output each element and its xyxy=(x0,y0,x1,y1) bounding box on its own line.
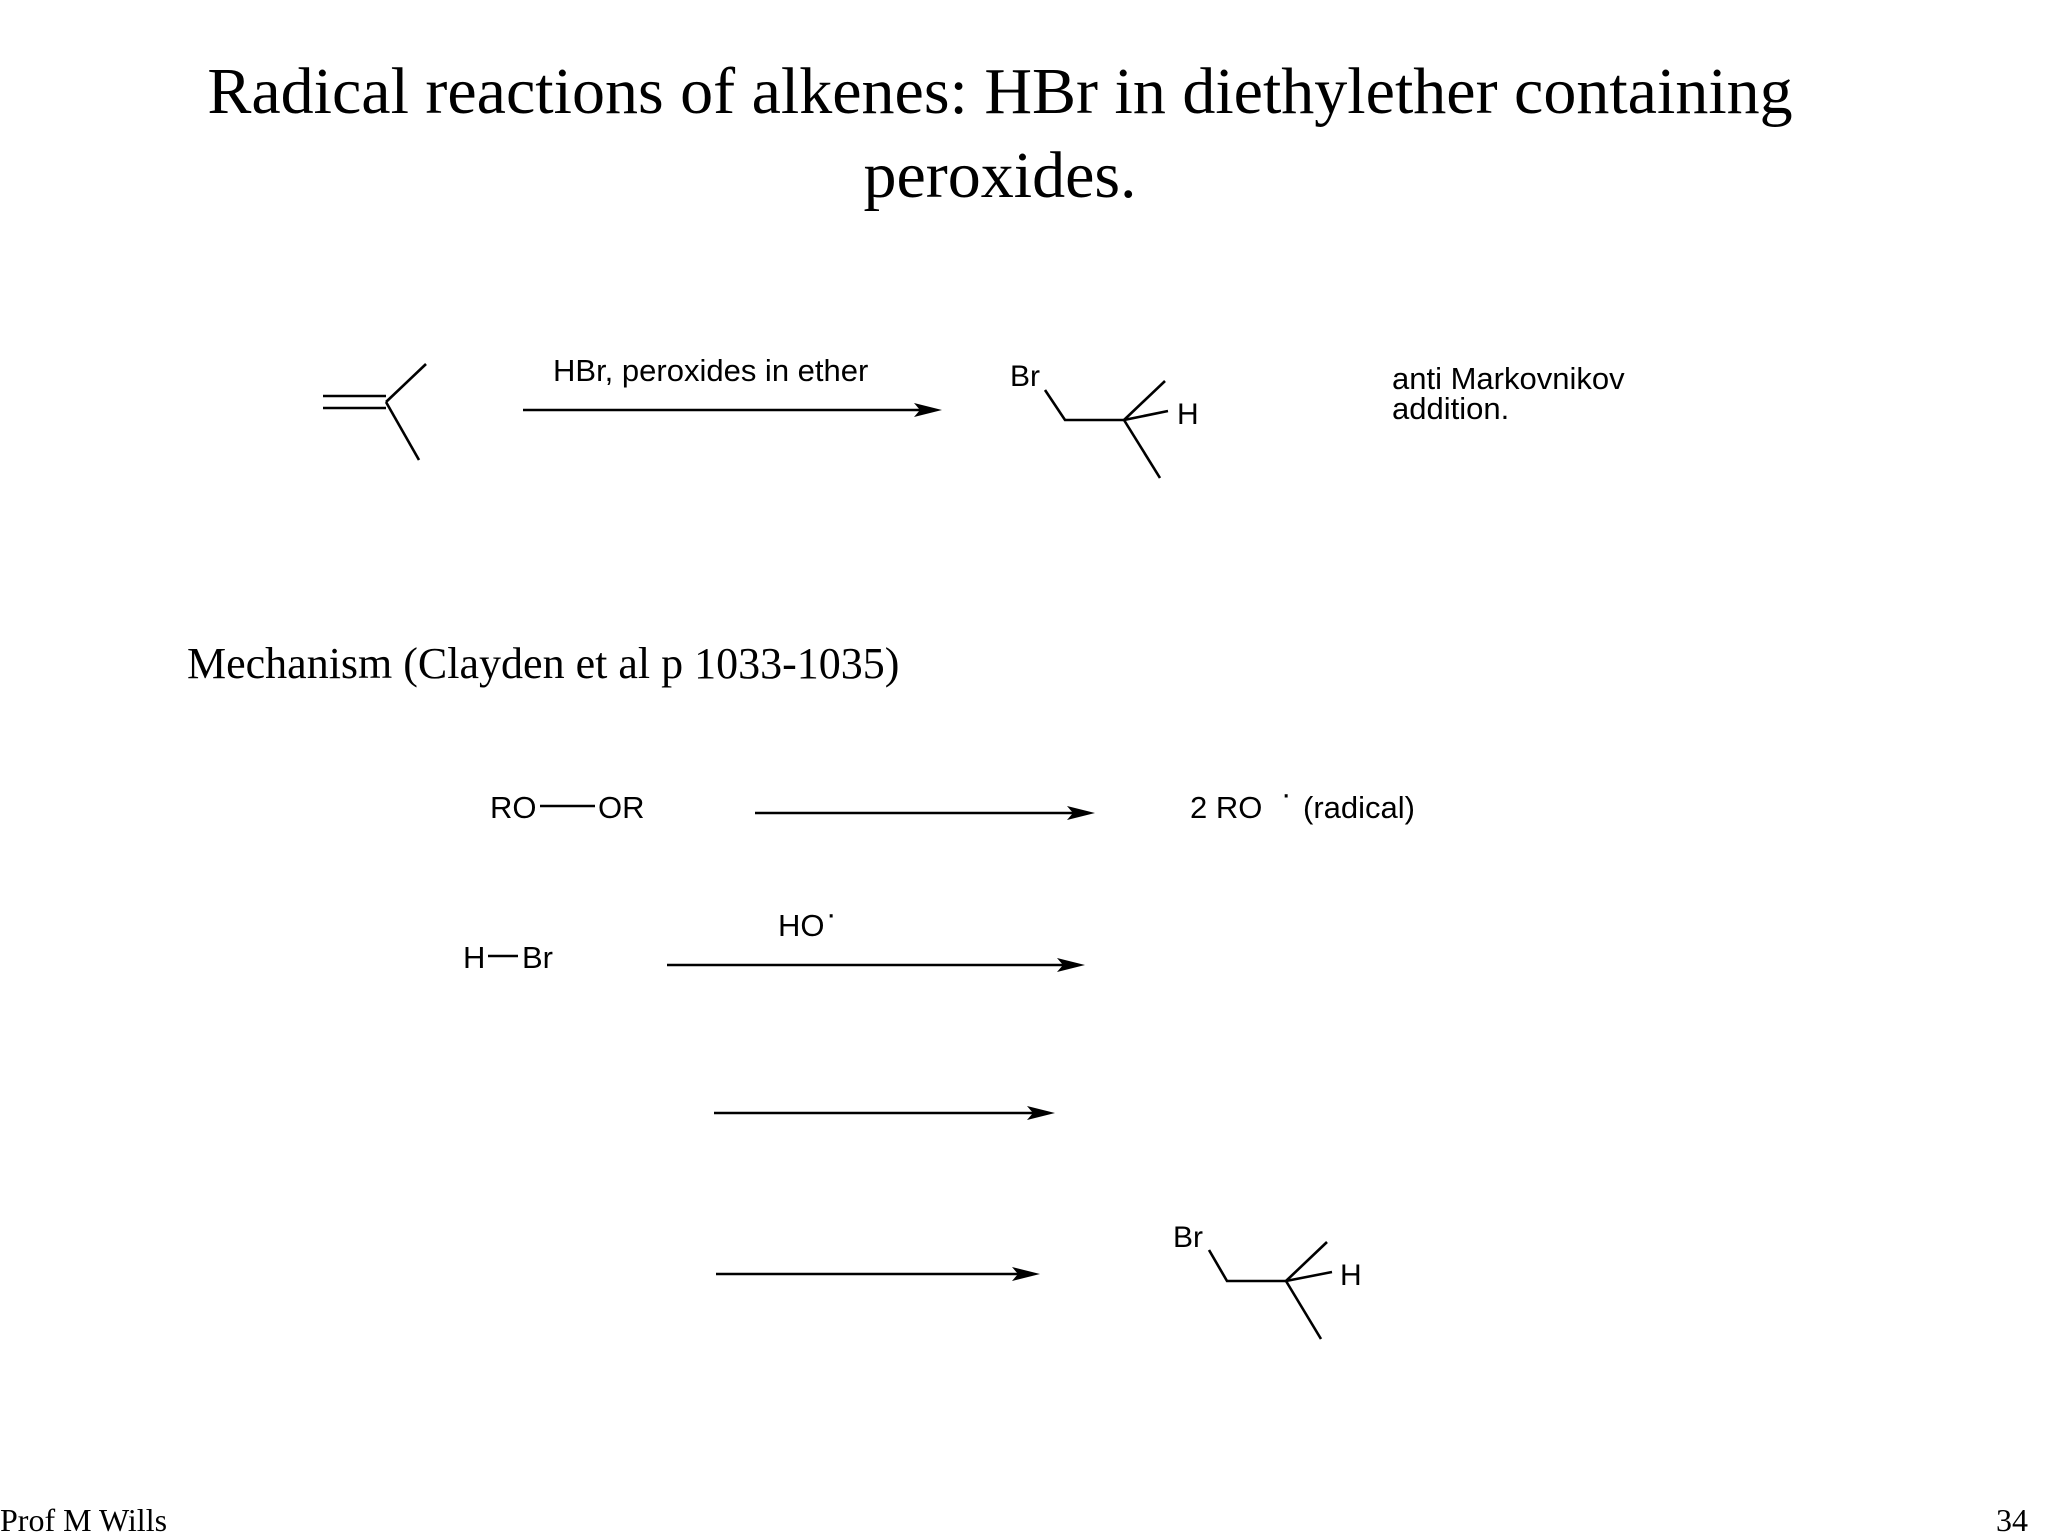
alkoxy-radical-dot: · xyxy=(1281,776,1292,811)
step-2-arrow xyxy=(667,958,1085,972)
anti-markovnikov-note-line-2: addition. xyxy=(1392,391,1510,426)
alkoxy-radical-product: 2 RO xyxy=(1190,790,1263,825)
product-top-h-label: H xyxy=(1177,398,1199,431)
product-top-br-label: Br xyxy=(1010,360,1040,393)
page-number: 34 xyxy=(1996,1502,2028,1536)
anti-markovnikov-note-line-1: anti Markovnikov xyxy=(1392,361,1625,396)
product-structure-bottom xyxy=(1173,1221,1362,1339)
step-3-arrow xyxy=(714,1106,1055,1120)
isobutylene-structure xyxy=(323,364,426,460)
reaction-conditions-label: HBr, peroxides in ether xyxy=(553,353,869,388)
peroxide-ro-left: RO xyxy=(490,790,537,825)
main-reaction-arrow xyxy=(523,403,942,417)
footer-author: Prof M Wills xyxy=(0,1502,168,1536)
title-line-1: Radical reactions of alkenes: HBr in diethylether containing xyxy=(207,55,1793,128)
peroxide-or-right: OR xyxy=(598,790,645,825)
product-structure-top xyxy=(1010,360,1199,478)
radical-note: (radical) xyxy=(1303,790,1415,825)
hbr-h-label: H xyxy=(463,940,486,975)
mechanism-heading: Mechanism (Clayden et al p 1033-1035) xyxy=(187,639,900,688)
product-bottom-br-label: Br xyxy=(1173,1221,1203,1254)
step-1-arrow xyxy=(755,806,1095,820)
hbr-br-label: Br xyxy=(522,940,553,975)
step-4-arrow xyxy=(716,1267,1040,1281)
title-line-2: peroxides. xyxy=(863,139,1137,212)
hydroxyl-radical-reagent: HO xyxy=(778,908,825,943)
product-bottom-h-label: H xyxy=(1340,1259,1362,1292)
hydroxyl-radical-dot: · xyxy=(826,896,837,931)
